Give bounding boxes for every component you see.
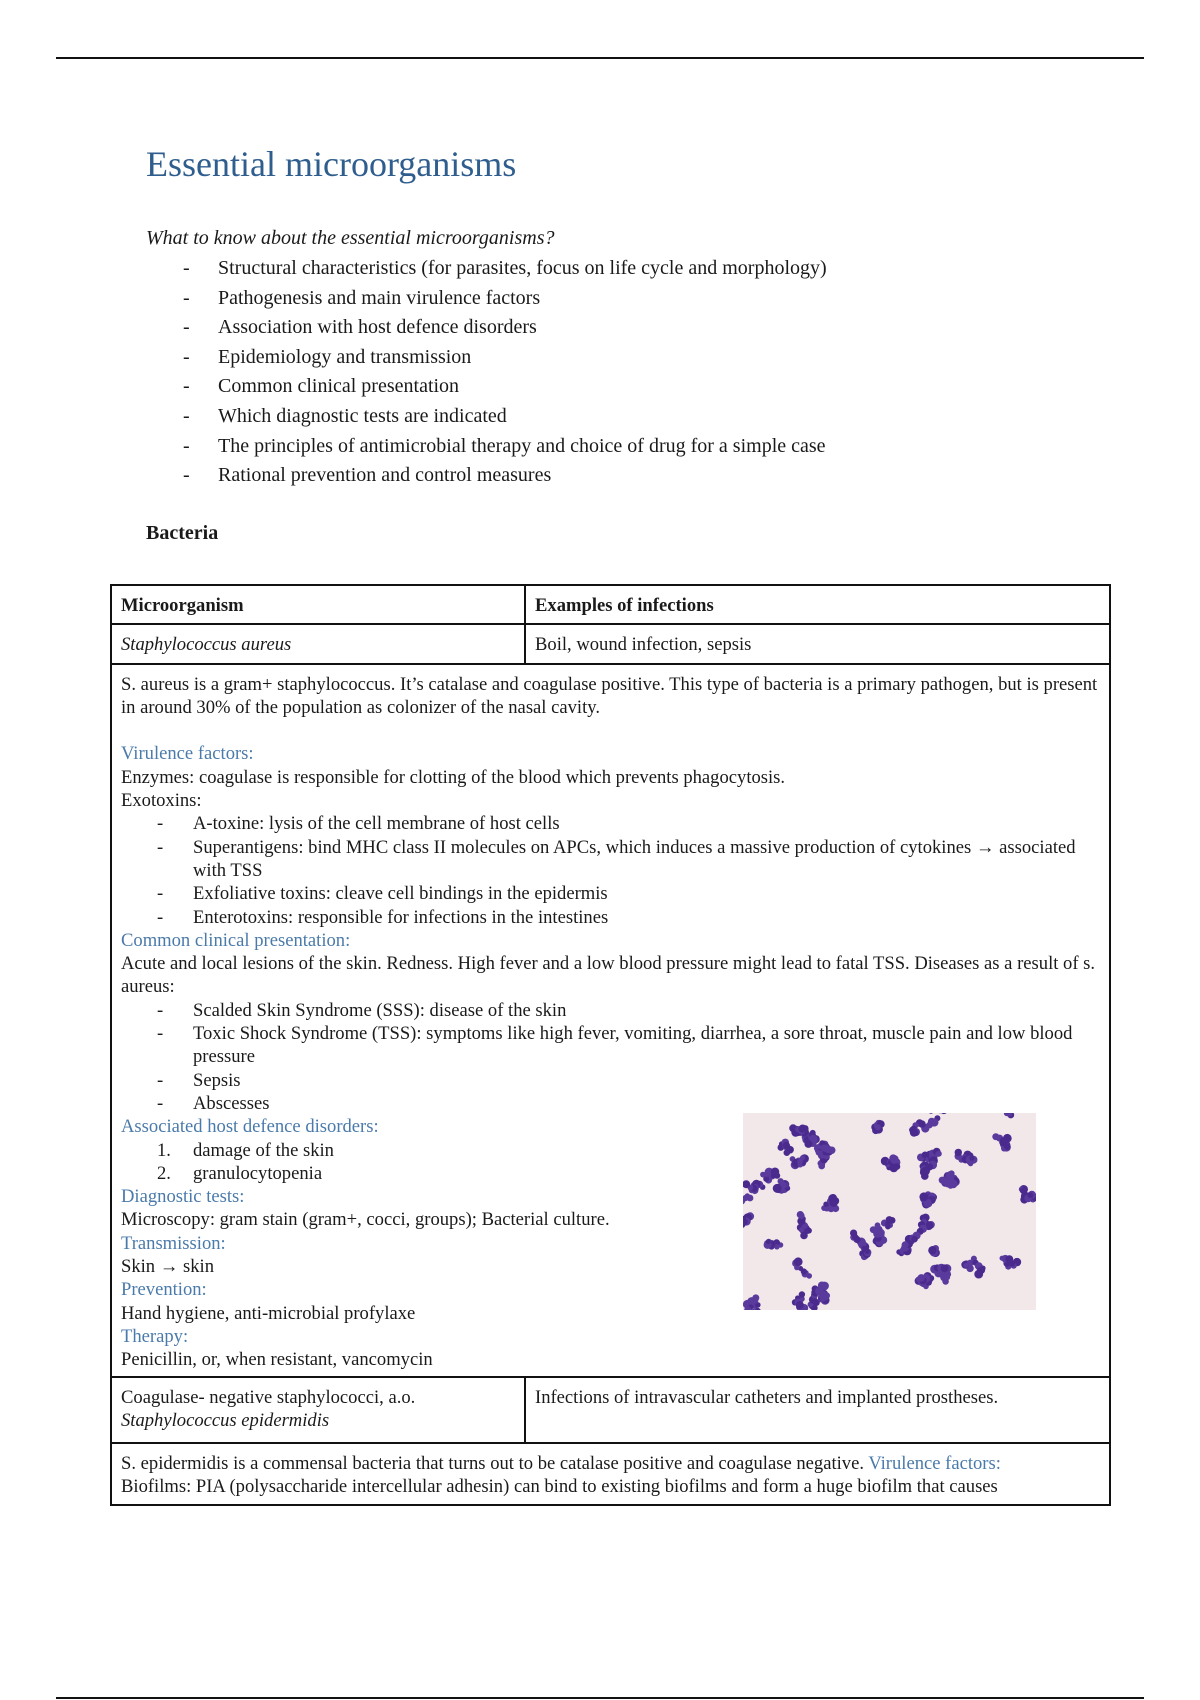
top-rule: [56, 57, 1144, 59]
list-item-text: Structural characteristics (for parasites, focus on life cycle and morphology): [218, 257, 827, 279]
transmission-text: Skin → skin: [121, 1256, 214, 1278]
bottom-rule: [56, 1697, 1144, 1699]
coccus-mark: [870, 1226, 877, 1233]
bullet-marker: -: [183, 316, 190, 339]
list-item-text: Sepsis: [193, 1069, 241, 1091]
coccus-mark: [804, 1139, 812, 1147]
list-item: [121, 1022, 1100, 1069]
coccus-mark: [941, 1264, 949, 1272]
list-item: [0, 343, 827, 373]
coccus-mark: [875, 1124, 881, 1130]
coccus-mark: [825, 1146, 832, 1153]
coccus-mark: [823, 1292, 830, 1299]
bullet-marker: 1.: [157, 1139, 171, 1161]
table-header-row: [111, 585, 1110, 624]
bullet-marker: -: [157, 1023, 164, 1045]
bullet-marker: -: [157, 1092, 164, 1114]
bullet-marker: -: [157, 999, 164, 1021]
coccus-mark: [928, 1246, 936, 1254]
coccus-mark: [830, 1198, 838, 1206]
list-item-text: granulocytopenia: [193, 1162, 323, 1184]
coccus-mark: [800, 1155, 805, 1160]
list-item: [121, 882, 1100, 905]
table-detail-row: [111, 664, 1110, 1377]
exotoxins-label: Exotoxins:: [121, 790, 202, 812]
list-item: [0, 313, 827, 343]
header-examples: Examples of infections: [525, 585, 1110, 624]
coccus-mark: [949, 1179, 958, 1188]
list-item: [0, 254, 827, 284]
biofilms-text: Biofilms: PIA (polysaccharide intercellular adhesin) can bind to existing biofilms and form a huge biofilm that causes: [121, 1475, 998, 1497]
list-item: [121, 1069, 1100, 1092]
coccus-mark: [1028, 1192, 1034, 1198]
list-item-text: Association with host defence disorders: [218, 316, 537, 339]
coccus-mark: [955, 1148, 962, 1155]
table-detail-row: [111, 1443, 1110, 1506]
page-title: Essential microorganisms: [146, 144, 517, 184]
bullet-marker: -: [183, 404, 190, 427]
list-item-text: Toxic Shock Syndrome (TSS): symptoms like high fever, vomiting, diarrhea, a sore throat, muscle pain and low blood pressure: [193, 1023, 1073, 1068]
coccus-mark: [852, 1234, 858, 1240]
diagnostic-text: Microscopy: gram stain (gram+, cocci, groups); Bacterial culture.: [121, 1209, 610, 1231]
coccus-mark: [796, 1301, 804, 1309]
list-item-text: Superantigens: bind MHC class II molecules on APCs, which induces a massive production of cytokines → associated with TSS: [193, 836, 1076, 881]
therapy-heading: Therapy:: [121, 1325, 189, 1347]
coccus-mark: [919, 1192, 928, 1201]
virulence-heading: Virulence factors:: [868, 1452, 1001, 1474]
coccus-mark: [1009, 1260, 1015, 1266]
list-item-text: Abscesses: [193, 1092, 270, 1114]
intro-question: What to know about the essential microorganisms?: [146, 227, 555, 249]
bullet-marker: -: [157, 836, 164, 858]
coccus-mark: [773, 1183, 782, 1192]
description: S. epidermidis is a commensal bacteria that turns out to be catalase positive and coagulase negative.: [121, 1452, 864, 1474]
list-item-text: Common clinical presentation: [218, 375, 460, 398]
coccus-mark: [774, 1172, 780, 1178]
list-item: [0, 402, 827, 432]
section-heading-bacteria: Bacteria: [146, 522, 219, 544]
organism-name: Staphylococcus epidermidis: [121, 1409, 330, 1431]
list-item: [121, 999, 1100, 1022]
coccus-mark: [766, 1239, 771, 1244]
microorganism-table: [110, 584, 1111, 1506]
coccus-mark: [799, 1124, 807, 1132]
list-item-text: A-toxine: lysis of the cell membrane of host cells: [193, 813, 560, 835]
organism-group: Coagulase- negative staphylococci, a.o.: [121, 1386, 416, 1408]
bullet-marker: -: [183, 434, 190, 457]
coccus-mark: [940, 1113, 947, 1114]
bullet-marker: -: [183, 286, 190, 309]
clinical-heading: Common clinical presentation:: [121, 929, 351, 951]
list-item-text: Exfoliative toxins: cleave cell bindings in the epidermis: [193, 883, 608, 905]
list-item-text: Enterotoxins: responsible for infections in the intestines: [193, 906, 609, 928]
coccus-mark: [798, 1212, 805, 1219]
bullet-marker: -: [183, 345, 190, 368]
list-item: [0, 372, 827, 402]
list-item: [121, 836, 1100, 883]
list-item-text: Scalded Skin Syndrome (SSS): disease of the skin: [193, 999, 567, 1021]
coccus-mark: [918, 1274, 925, 1281]
clinical-text: Acute and local lesions of the skin. Redness. High fever and a low blood pressure might lead to fatal TSS. Diseases as a result of s. aureus:: [121, 953, 1096, 998]
bullet-marker: -: [157, 906, 164, 928]
coccus-mark: [1003, 1133, 1012, 1142]
organism-cell: Staphylococcus aureus: [111, 624, 525, 663]
list-item: [121, 906, 1100, 929]
coccus-mark: [974, 1269, 983, 1278]
diagnostic-heading: Diagnostic tests:: [121, 1186, 245, 1208]
detail-cell: [111, 1443, 1110, 1506]
clinical-list: [121, 999, 1100, 1115]
list-item-text: The principles of antimicrobial therapy and choice of drug for a simple case: [218, 434, 826, 457]
coccus-mark: [787, 1146, 794, 1153]
bullet-marker: 2.: [157, 1162, 171, 1184]
coccus-mark: [926, 1163, 933, 1170]
prevention-heading: Prevention:: [121, 1279, 207, 1301]
bullet-marker: -: [183, 257, 190, 279]
list-item: [121, 812, 1100, 835]
transmission-heading: Transmission:: [121, 1232, 226, 1254]
bullet-marker: -: [183, 375, 190, 398]
list-item-text: Pathogenesis and main virulence factors: [218, 286, 541, 309]
list-item: [0, 461, 827, 491]
exotoxin-list: [121, 812, 1100, 928]
host-heading: Associated host defence disorders:: [121, 1116, 379, 1138]
list-item-text: damage of the skin: [193, 1139, 334, 1161]
bullet-marker: -: [157, 813, 164, 835]
organism-cell: [111, 1377, 525, 1443]
list-item: [0, 284, 827, 314]
intro-list: [0, 254, 827, 491]
gram-stain-micrograph-image: [743, 1113, 1036, 1310]
list-item-text: Which diagnostic tests are indicated: [218, 404, 507, 427]
coccus-mark: [969, 1155, 974, 1160]
list-item-text: Rational prevention and control measures: [218, 464, 552, 487]
coccus-mark: [911, 1129, 917, 1135]
bullet-marker: -: [157, 1069, 164, 1091]
coccus-mark: [893, 1157, 898, 1162]
bullet-marker: -: [157, 883, 164, 905]
virulence-heading: Virulence factors:: [121, 743, 254, 765]
bullet-marker: -: [183, 464, 190, 487]
table-row: [111, 1377, 1110, 1443]
coccus-mark: [886, 1216, 893, 1223]
infections-cell: Infections of intravascular catheters and implanted prostheses.: [525, 1377, 1110, 1443]
header-microorganism: Microorganism: [111, 585, 525, 624]
coccus-mark: [902, 1241, 909, 1248]
enzymes-text: Enzymes: coagulase is responsible for clotting of the blood which prevents phagocytosis.: [121, 766, 786, 788]
infections-cell: Boil, wound infection, sepsis: [525, 624, 1110, 663]
list-item-text: Epidemiology and transmission: [218, 345, 472, 368]
prevention-text: Hand hygiene, anti-microbial profylaxe: [121, 1302, 416, 1324]
coccus-mark: [928, 1113, 933, 1114]
table-row: [111, 624, 1110, 663]
description: S. aureus is a gram+ staphylococcus. It’s catalase and coagulase positive. This type of bacteria is a primary pathogen, but is present in around 30% of the population as colonizer of the nasal cavity.: [121, 673, 1098, 718]
therapy-text: Penicillin, or, when resistant, vancomycin: [121, 1349, 433, 1371]
detail-cell: [111, 664, 1110, 1377]
list-item: [0, 432, 827, 462]
coccus-mark: [911, 1235, 918, 1242]
coccus-mark: [794, 1257, 803, 1266]
